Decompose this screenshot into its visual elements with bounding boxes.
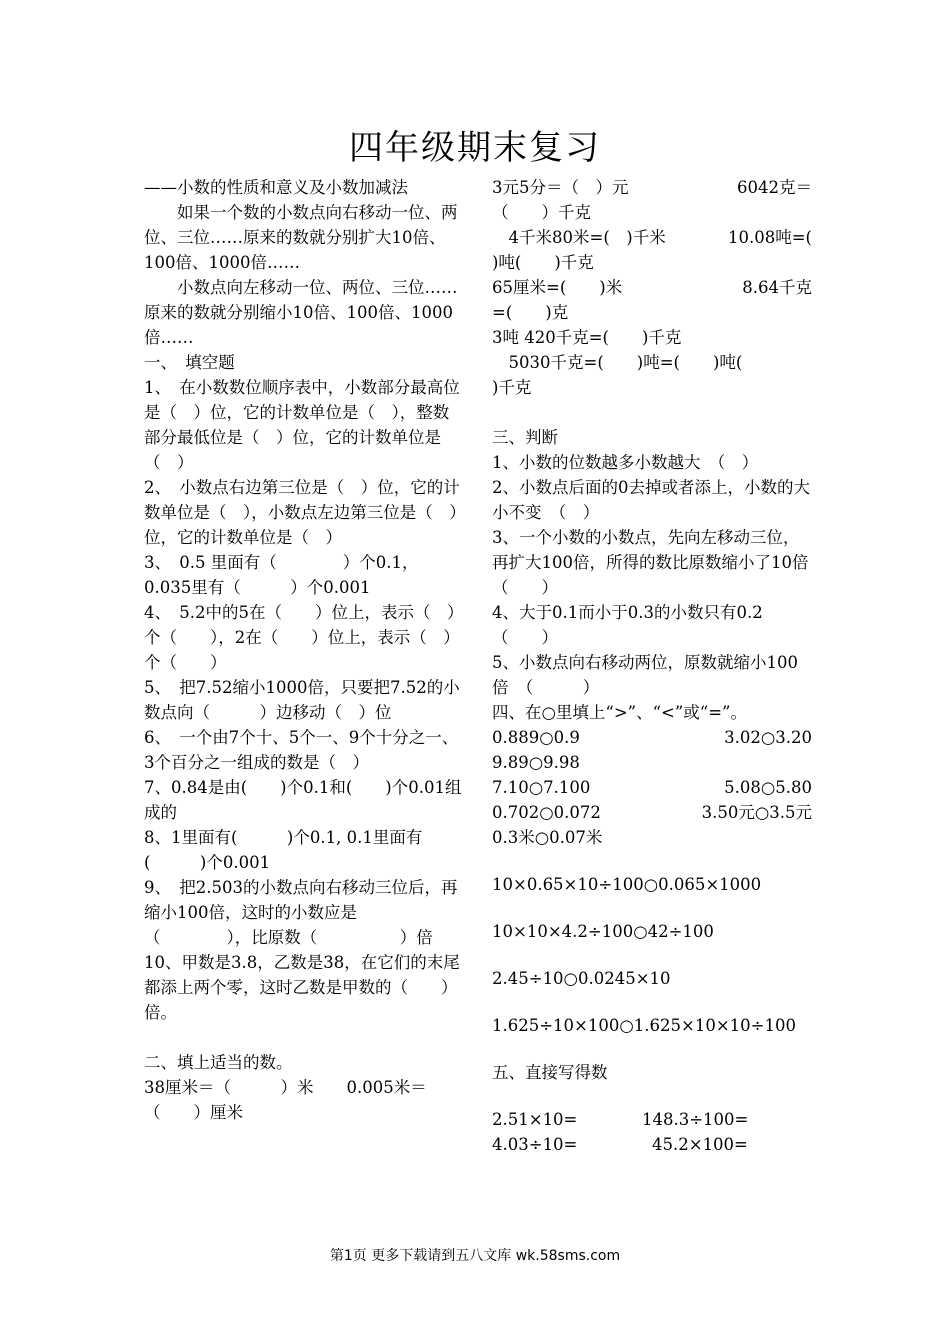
compare-expression: 10×0.65×10÷100○0.065×1000: [492, 875, 762, 894]
question-5: 5、 把7.52缩小1000倍，只要把7.52的小数点向（ ）边移动（ ）位: [144, 678, 460, 722]
conversion-line: （ ）千克: [492, 203, 591, 222]
subtitle: ——小数的性质和意义及小数加减法: [144, 178, 408, 197]
compare-expression: 1.625÷10×100○1.625×10×10÷100: [492, 1016, 796, 1035]
judge-item: 4、大于0.1而小于0.3的小数只有0.2 （ ）: [492, 603, 780, 647]
conversion-item: 4千米80米=( )千米: [492, 228, 666, 247]
compare-item: 3.50元○3.5元: [701, 803, 812, 822]
right-column: [492, 175, 812, 1157]
arith-item: 45.2×100=: [652, 1135, 748, 1154]
conversion-line: 38厘米＝（ ）米 0.005米＝（ ）厘米: [144, 1078, 427, 1122]
compare-expression: 10×10×4.2÷100○42÷100: [492, 922, 714, 941]
conversion-item: 65厘米=( )米: [492, 278, 623, 297]
question-2: 2、 小数点右边第三位是（ ）位，它的计数单位是（ ），小数点左边第三位是（ ）位，它的计数单位是（ ）: [144, 478, 460, 547]
section-heading-compare: 四、在○里填上“>”、“<”或“=”。: [492, 703, 747, 722]
judge-item: 5、小数点向右移动两位，原数就缩小100倍 （ ）: [492, 653, 798, 697]
compare-item: 7.10○7.100: [492, 778, 591, 797]
arith-item: 2.51×10=: [492, 1110, 578, 1129]
compare-item: 9.89○9.98: [492, 753, 580, 772]
judge-item: 2、小数点后面的0去掉或者添上，小数的大小不变 （ ）: [492, 478, 810, 522]
intro-paragraph-1: 如果一个数的小数点向右移动一位、两位、三位……原来的数就分别扩大10倍、100倍、1000倍……: [144, 203, 458, 272]
conversion-line: 5030千克=( )吨=( )吨(: [492, 353, 743, 372]
section-heading-direct-answer: 五、直接写得数: [492, 1063, 608, 1082]
conversion-line: =( )克: [492, 303, 569, 322]
compare-item: 3.02○3.20: [724, 728, 812, 747]
section-heading-fill-numbers: 二、填上适当的数。: [144, 1053, 293, 1072]
compare-item: 5.08○5.80: [724, 778, 812, 797]
question-6: 6、 一个由7个十、5个一、9个十分之一、3个百分之一组成的数是（ ）: [144, 728, 459, 772]
page-footer: 第1页 更多下载请到五八文库 wk.58sms.com: [329, 1248, 621, 1264]
section-heading-judge: 三、判断: [492, 428, 558, 447]
compare-item: 0.702○0.072: [492, 803, 601, 822]
conversion-line: )千克: [492, 378, 532, 397]
question-9: 9、 把2.503的小数点向右移动三位后，再缩小100倍，这时的小数应是（ ），比原数（ ）倍: [144, 878, 458, 947]
judge-item: 3、一个小数的小数点，先向左移动三位，再扩大100倍，所得的数比原数缩小了10倍（ ）: [492, 528, 809, 597]
conversion-line: 3吨 420千克=( )千克: [492, 328, 682, 347]
question-7: 7、0.84是由( )个0.1和( )个0.01组成的: [144, 778, 462, 822]
section-heading-fill-blank: 一、 填空题: [144, 353, 235, 372]
intro-paragraph-2: 小数点向左移动一位、两位、三位……原来的数就分别缩小10倍、100倍、1000倍……: [144, 278, 458, 347]
page-title: 四年级期末复习: [349, 128, 601, 168]
question-10: 10、甲数是3.8，乙数是38，在它们的末尾都添上两个零，这时乙数是甲数的（ ）倍。: [144, 953, 460, 1022]
compare-expression: 2.45÷10○0.0245×10: [492, 969, 671, 988]
conversion-line: )吨( )千克: [492, 253, 594, 272]
question-1: 1、 在小数数位顺序表中，小数部分最高位是（ ）位，它的计数单位是（ ），整数部分最低位是（ ）位，它的计数单位是（ ）: [144, 378, 460, 472]
question-4: 4、 5.2中的5在（ ）位上，表示（ ）个（ ），2在（ ）位上，表示（ ）个（ ）: [144, 603, 460, 672]
question-8: 8、1里面有( )个0.1, 0.1里面有( )个0.001: [144, 828, 423, 872]
arith-item: 148.3÷100=: [642, 1110, 749, 1129]
conversion-item: 6042克＝: [737, 178, 812, 197]
compare-item: 0.889○0.9: [492, 728, 580, 747]
arith-item: 4.03÷10=: [492, 1135, 578, 1154]
conversion-item: 3元5分＝（ ）元: [492, 178, 629, 197]
left-column: [144, 175, 462, 1125]
judge-item: 1、小数的位数越多小数越大 （ ）: [492, 453, 759, 472]
conversion-item: 10.08吨=(: [728, 228, 812, 247]
compare-item: 0.3米○0.07米: [492, 828, 603, 847]
question-3: 3、 0.5 里面有（ ）个0.1，0.035里有（ ）个0.001: [144, 553, 419, 597]
conversion-item: 8.64千克: [742, 278, 812, 297]
